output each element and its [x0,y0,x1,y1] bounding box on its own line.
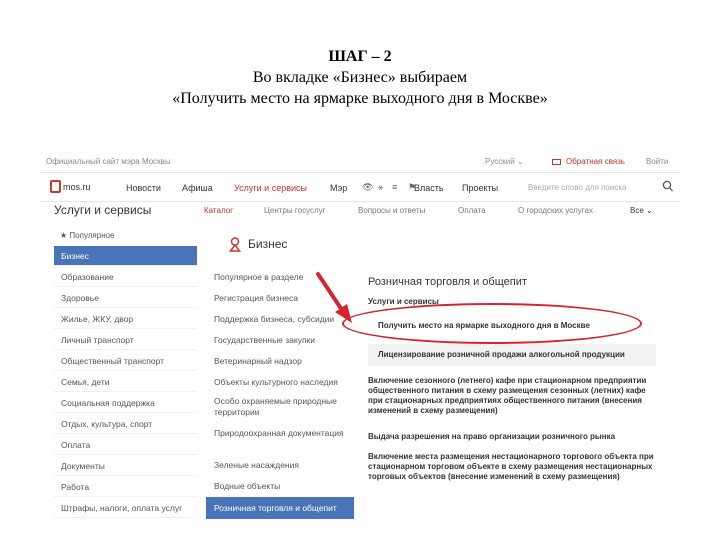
sidebar-item-education[interactable]: Образование [54,267,197,287]
login-link[interactable]: Войти [646,157,669,166]
sidebar-item-housing[interactable]: Жилье, ЖКУ, двор [54,309,197,329]
utility-bar [40,152,680,170]
site-label: Официальный сайт мэра Москвы [46,157,171,166]
eye-icon[interactable]: 👁 [362,182,374,192]
nav-news[interactable]: Новости [126,183,161,193]
service-summer-cafe[interactable]: Включение сезонного (летнего) кафе при стационарном предприятии общественного питания в схему размещения сезонных (летних) кафе при стационарных предприятиях общественного питания (внесения изменений в схему размещения) [368,376,647,415]
subnav-catalog[interactable]: Каталог [204,206,234,215]
service-fair-place[interactable]: Получить место на ярмарке выходного дня в Москве [378,321,590,330]
nav-mayor[interactable]: Мэр [330,183,348,193]
step-target: «Получить место на ярмарке выходного дня в Москве» [172,90,548,107]
language-label: Русский [485,157,515,166]
slide-heading [0,46,720,109]
content-subtitle: Услуги и сервисы [368,297,439,306]
subcategory-procurement[interactable]: Государственные закупки [214,335,316,345]
subcategory-popular[interactable]: Популярное в разделе [214,272,304,282]
section-title: Бизнес [248,237,288,251]
subnav-about[interactable]: О городских услугах [518,206,593,215]
sidebar-item-fines[interactable]: Штрафы, налоги, оплата услуг [54,498,197,518]
subnav-payment[interactable]: Оплата [458,206,486,215]
mos-ru-screenshot [40,150,680,522]
subnav-centers[interactable]: Центры госуслуг [264,206,326,215]
highlight-oval [342,303,642,344]
service-nonstationary-object[interactable]: Включение места размещения нестационарного торгового объекта при стационарном торговом объекте в схему размещения нестационарных торговых объектов (внесение изменений в схему размещения) [368,452,654,481]
nav-afisha[interactable]: Афиша [182,183,213,193]
logo[interactable] [50,180,91,193]
sidebar-item-documents[interactable]: Документы [54,456,197,476]
sidebar-item-public-transport[interactable]: Общественный транспорт [54,351,197,371]
subcategory-support[interactable]: Поддержка бизнеса, субсидии [214,314,335,324]
subnav-all[interactable]: Все ⌄ [630,206,653,215]
step-instruction: Во вкладке «Бизнес» выбираем [252,69,468,86]
sidebar-item-payment[interactable]: Оплата [54,435,197,455]
subcategory-retail[interactable]: Розничная торговля и общепит [206,497,354,519]
sidebar-item-personal-transport[interactable]: Личный транспорт [54,330,197,350]
subcategory-heritage[interactable]: Объекты культурного наследия [214,377,338,387]
services-subnav [40,202,680,220]
service-alcohol-license[interactable]: Лицензирование розничной продажи алкогольной продукции [368,344,656,366]
content-title: Розничная торговля и общепит [368,276,527,288]
feedback-link[interactable] [552,157,625,166]
subcategory-veterinary[interactable]: Ветеринарный надзор [214,356,302,366]
subcategory-protected-areas[interactable]: Особо охраняемые природные территории [214,396,337,417]
step-title: ШАГ – 2 [328,48,392,65]
sidebar-popular[interactable]: ★ Популярное [60,231,115,240]
mail-icon [552,159,561,165]
logo-text: mos.ru [63,182,91,192]
flag-icon[interactable]: ⚑ [408,182,417,192]
nav-government[interactable]: Власть [414,183,444,193]
nav-projects[interactable]: Проекты [462,183,499,193]
subnav-faq[interactable]: Вопросы и ответы [358,206,426,215]
search-icon[interactable] [662,179,674,195]
sidebar-item-business[interactable]: Бизнес [54,246,197,266]
subcategory-environmental-docs[interactable]: Природоохранная документация [214,428,344,438]
sidebar-popular-label: Популярное [69,231,115,240]
nav-services[interactable]: Услуги и сервисы [234,183,307,193]
search-input[interactable]: Введите слово для поиска [528,183,627,192]
services-title: Услуги и сервисы [54,203,152,217]
logo-icon [50,180,61,193]
subcategory-registration[interactable]: Регистрация бизнеса [214,293,298,303]
subcategory-water[interactable]: Водные объекты [214,481,281,491]
sidebar-item-family[interactable]: Семья, дети [54,372,197,392]
subcategory-green-spaces[interactable]: Зеленые насаждения [214,460,299,470]
service-market-permit[interactable]: Выдача разрешения на право организации розничного рынка [368,432,616,441]
category-sidebar [54,226,197,522]
sidebar-item-health[interactable]: Здоровье [54,288,197,308]
accessibility-icon[interactable]: ⚹ [378,182,384,192]
section-header [228,236,287,252]
feedback-label: Обратная связь [566,157,625,166]
menu-icon[interactable]: ≡ [392,182,398,192]
sidebar-item-work[interactable]: Работа [54,477,197,497]
sidebar-item-leisure[interactable]: Отдых, культура, спорт [54,414,197,434]
subnav-all-label: Все [630,206,644,215]
business-icon [228,236,242,252]
sidebar-item-social[interactable]: Социальная поддержка [54,393,197,413]
main-header [40,172,680,202]
language-selector[interactable]: Русский ⌄ [485,157,524,166]
